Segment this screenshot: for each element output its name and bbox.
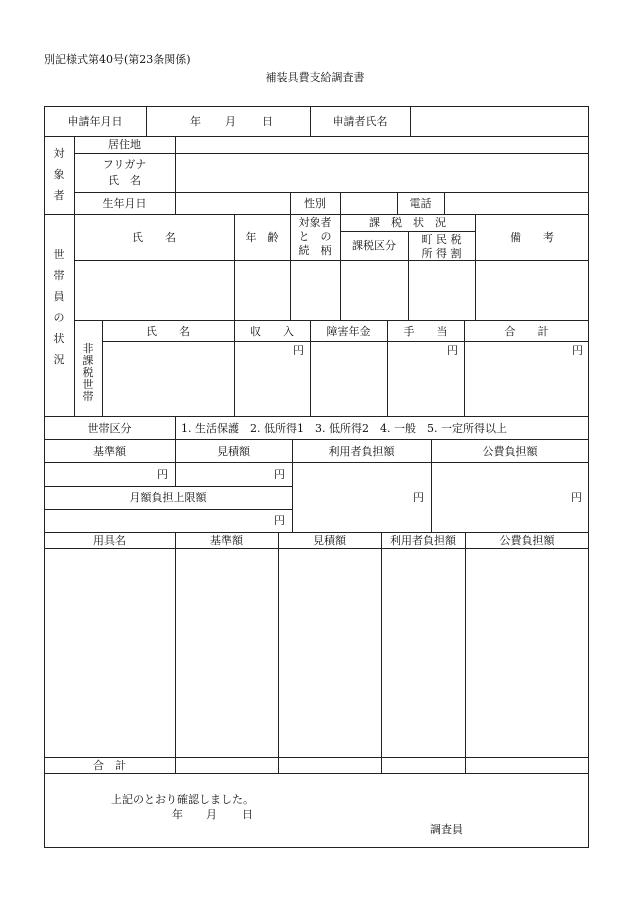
- disability-pension-header: 障害年金: [326, 325, 371, 338]
- user-burden-yen-unit: 円: [413, 491, 424, 504]
- address-label: 居住地: [108, 138, 141, 151]
- estimate-yen-unit: 円: [274, 468, 285, 481]
- sex-label: 性別: [304, 197, 326, 210]
- tax-status-header: 課 税 状 況: [369, 216, 446, 229]
- item-user-burden-header: 利用者負担額: [390, 534, 456, 547]
- confirmation-year: 年: [172, 808, 183, 821]
- subject-name-field[interactable]: [176, 154, 587, 191]
- remarks-header: 備 考: [510, 231, 554, 244]
- relation-header-3: 続 柄: [298, 244, 332, 257]
- allowance-yen-unit: 円: [447, 344, 458, 357]
- household-class-options: 1. 生活保護 2. 低所得1 3. 低所得2 4. 一般 5. 一定所得以上: [181, 422, 507, 435]
- item-public-burden-header: 公費負担額: [499, 534, 555, 547]
- allowance-header: 手 当: [403, 325, 448, 338]
- town-tax-header-2: 所 得 割: [421, 247, 462, 260]
- confirmation-text: 上記のとおり確認しました。: [111, 793, 254, 806]
- form-title: 補装具費支給調査書: [265, 71, 365, 84]
- form-number: 別記様式第40号(第23条関係): [44, 53, 191, 66]
- income-yen-unit: 円: [293, 344, 304, 357]
- household-class-label: 世帯区分: [87, 422, 132, 435]
- base-amount-label: 基準額: [93, 445, 126, 458]
- applicant-name-label: 申請者氏名: [332, 115, 388, 128]
- public-burden-label: 公費負担額: [482, 445, 538, 458]
- birth-date-label: 生年月日: [102, 197, 147, 210]
- items-total-label: 合 計: [93, 759, 126, 772]
- household-group-label: 世帯員の状況: [53, 248, 65, 366]
- base-yen-unit: 円: [157, 468, 168, 481]
- relation-header-1: 対象者: [298, 216, 332, 229]
- applicant-name-field[interactable]: [411, 107, 587, 135]
- relation-header-2: と の: [298, 230, 332, 243]
- application-year: 年: [190, 115, 201, 128]
- monthly-cap-label: 月額負担上限額: [129, 491, 207, 504]
- monthly-cap-yen-unit: 円: [274, 514, 285, 527]
- income-header: 収 入: [250, 325, 294, 338]
- phone-label: 電話: [409, 197, 432, 210]
- application-month: 月: [225, 115, 236, 128]
- application-day: 日: [262, 115, 273, 128]
- age-header: 年 齢: [245, 231, 279, 244]
- member-name-header: 氏 名: [132, 231, 176, 244]
- item-base-header: 基準額: [210, 534, 243, 547]
- confirmation-day: 日: [242, 808, 253, 821]
- subject-group-label: 対象者: [53, 147, 65, 202]
- furigana-label: フリガナ: [102, 158, 147, 171]
- item-estimate-header: 見積額: [313, 534, 346, 547]
- investigator-label: 調査員: [430, 823, 463, 836]
- address-field[interactable]: [176, 137, 587, 152]
- user-burden-label: 利用者負担額: [328, 445, 395, 458]
- tax-class-header: 課税区分: [352, 239, 396, 252]
- total-header: 合 計: [504, 325, 549, 338]
- estimate-amount-label: 見積額: [217, 445, 250, 458]
- confirmation-month: 月: [206, 808, 217, 821]
- public-burden-yen-unit: 円: [571, 491, 582, 504]
- nontax-household-label: 非課税世帯: [82, 342, 94, 403]
- subject-name-label: 氏 名: [108, 174, 141, 187]
- application-date-label: 申請年月日: [67, 115, 123, 128]
- town-tax-header-1: 町 民 税: [421, 233, 462, 246]
- total-yen-unit: 円: [572, 344, 583, 357]
- nontax-name-header: 氏 名: [146, 325, 190, 338]
- item-name-header: 用具名: [93, 534, 126, 547]
